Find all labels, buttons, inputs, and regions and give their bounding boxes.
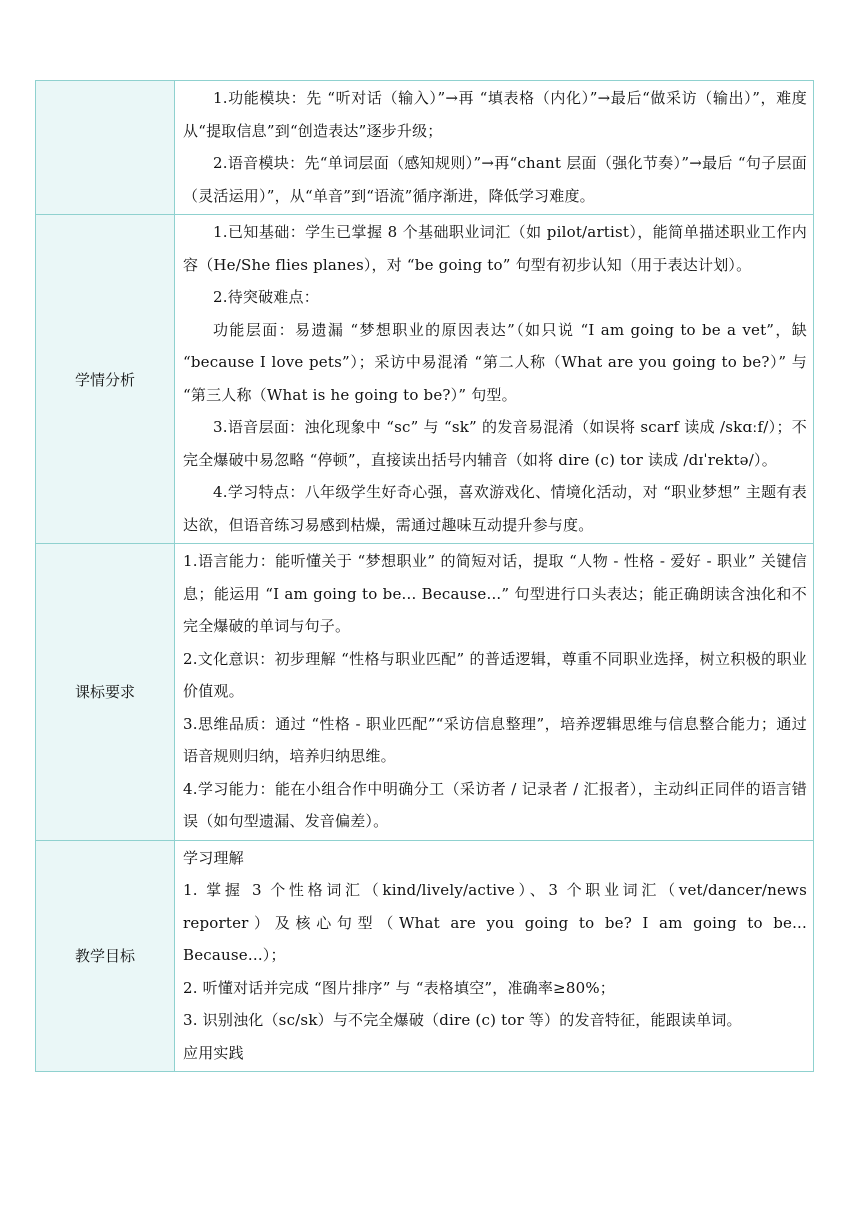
paragraph: 2. 听懂对话并完成 “图片排序” 与 “表格填空”，准确率≥80%；: [183, 978, 615, 997]
paragraph: 2.文化意识：初步理解 “性格与职业匹配” 的普适逻辑，尊重不同职业选择，树立积极的职业价值观。: [183, 649, 807, 700]
row-label: 教学目标: [36, 840, 175, 1072]
paragraph: 2.语音模块：先“单词层面（感知规则）”→再“chant 层面（强化节奏）”→最后 “句子层面（灵活运用）”，从“单音”到“语流”循序渐进，降低学习难度。: [183, 154, 807, 205]
table-row: [36, 840, 814, 1072]
paragraph: 3.语音层面：浊化现象中 “sc” 与 “sk” 的发音易混淆（如误将 scarf 读成 /skɑːf/）；不完全爆破中易忽略 “停顿”，直接读出括号内辅音（如将 dire (c) tor 读成 /dɪˈrektə/）。: [183, 418, 807, 469]
paragraph: 2.待突破难点：: [213, 288, 319, 306]
paragraph: 1. 掌握 3 个性格词汇（kind/lively/active）、3 个职业词汇（vet/dancer/news reporter）及核心句型（What are you going to be? I am going to be... Because...）；: [183, 881, 807, 964]
table-row: [36, 215, 814, 544]
row-content: [175, 544, 814, 841]
paragraph: 1.功能模块：先 “听对话（输入）”→再 “填表格（内化）”→最后“做采访（输出）”，难度从“提取信息”到“创造表达”逐步升级；: [183, 89, 807, 140]
row-label: [36, 81, 175, 215]
lesson-plan-table: [35, 80, 814, 1072]
paragraph: 4.学习能力：能在小组合作中明确分工（采访者 / 记录者 / 汇报者），主动纠正同伴的语言错误（如句型遗漏、发音偏差）。: [183, 779, 807, 830]
paragraph: 学习理解: [183, 848, 244, 867]
row-content: [175, 840, 814, 1072]
paragraph: 应用实践: [183, 1043, 244, 1062]
row-content: [175, 81, 814, 215]
row-content: [175, 215, 814, 544]
paragraph: 4.学习特点：八年级学生好奇心强，喜欢游戏化、情境化活动，对 “职业梦想” 主题有表达欲，但语音练习易感到枯燥，需通过趣味互动提升参与度。: [183, 483, 807, 534]
row-label: 学情分析: [36, 215, 175, 544]
table-row: [36, 81, 814, 215]
table-row: [36, 544, 814, 841]
paragraph: 1.语言能力：能听懂关于 “梦想职业” 的简短对话，提取 “人物 - 性格 - 爱好 - 职业” 关键信息；能运用 “I am going to be... Because...” 句型进行口头表达；能正确朗读含浊化和不完全爆破的单词与句子。: [183, 552, 807, 635]
paragraph: 1.已知基础：学生已掌握 8 个基础职业词汇（如 pilot/artist），能简单描述职业工作内容（He/She flies planes），对 “be going to” 句型有初步认知（用于表达计划）。: [183, 223, 807, 274]
paragraph: 功能层面：易遗漏 “梦想职业的原因表达”（如只说 “I am going to be a vet”，缺 “because I love pets”）；采访中易混淆 “第二人称（What are you going to be?）” 与 “第三人称（What is he going to be?）” 句型。: [183, 320, 807, 404]
row-label: 课标要求: [36, 544, 175, 841]
paragraph: 3.思维品质：通过 “性格 - 职业匹配”“采访信息整理”，培养逻辑思维与信息整合能力；通过语音规则归纳，培养归纳思维。: [183, 714, 807, 765]
paragraph: 3. 识别浊化（sc/sk）与不完全爆破（dire (c) tor 等）的发音特征，能跟读单词。: [183, 1011, 742, 1029]
